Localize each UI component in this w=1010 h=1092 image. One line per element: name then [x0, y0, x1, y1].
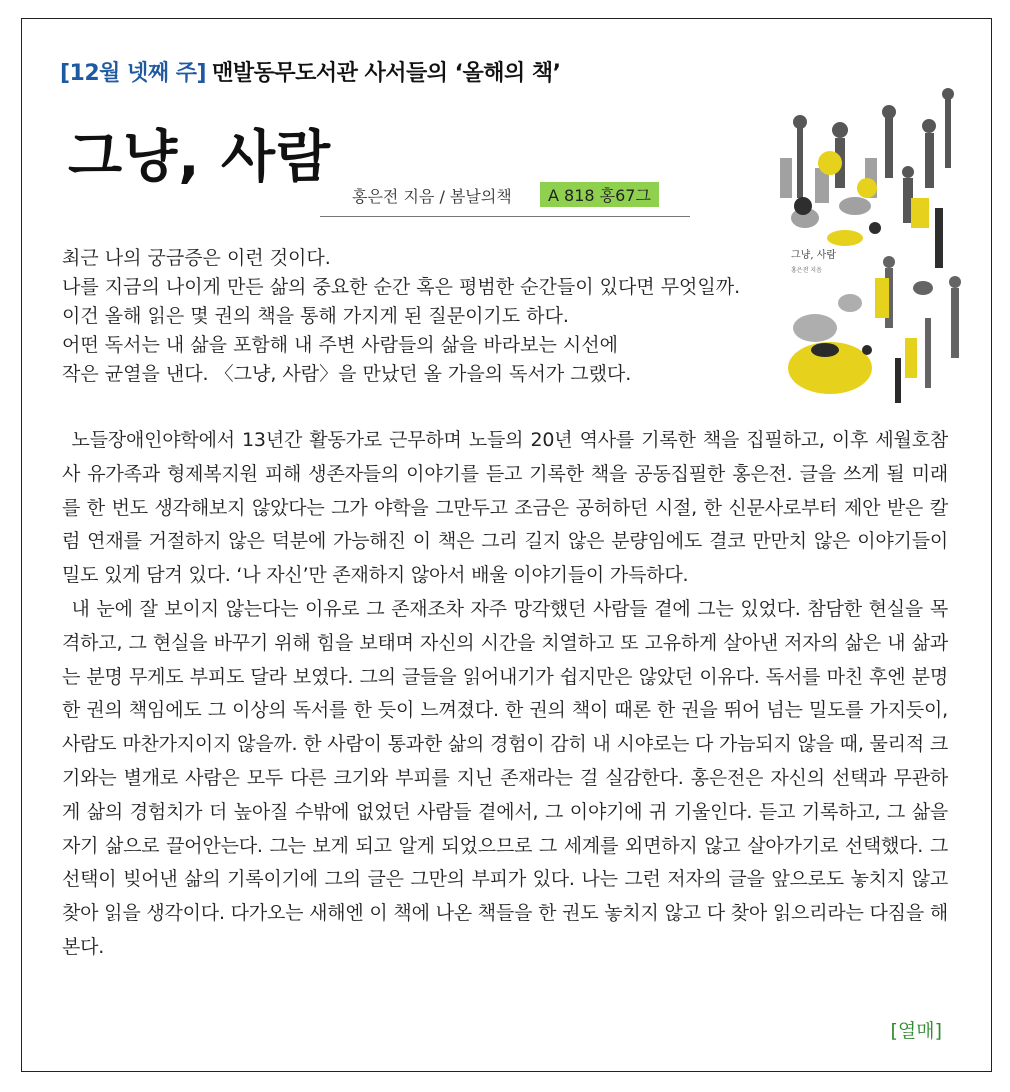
intro-section: [62, 244, 782, 389]
review-paragraph: 내 눈에 잘 보이지 않는다는 이유로 그 존재조차 자주 망각했던 사람들 곁에 그는 있었다. 참담한 현실을 목격하고, 그 현실을 바꾸기 위해 힘을 보태며 자신의 시간을 치열하고 또 고유하게 살아낸 저자의 삶은 내 삶과는 분명 무게도 부피도 달라 보였다. 그의 글들을 읽어내기가 쉽지만은 않았던 이유다. 독서를 마친 후엔 분명 한 권의 책임에도 그 이상의 독서를 한 듯이 느껴졌다. 한 권의 책이 때론 한 권을 뛰어 넘는 밀도를 가지듯이, 사람도 마찬가지이지 않을까. 한 사람이 통과한 삶의 경험이 감히 내 시야로는 다 가늠되지 않을 때, 물리적 크기와는 별개로 사람은 모두 다른 크기와 부피를 지닌 존재라는 걸 실감한다. 홍은전은 자신의 선택과 무관하게 삶의 경험치가 더 높아질 수밖에 없었던 사람들 곁에서, 그 이야기에 귀 기울인다. 듣고 기록하고, 그 삶을 자기 삶으로 끌어안는다. 그는 보게 되고 알게 되었으므로 그 세계를 외면하지 않고 살아가기로 선택했다. 그 선택이 빚어낸 삶의 기록이기에 그의 글은 그만의 부피가 있다. 나는 그런 저자의 글을 앞으로도 놓치지 않고 찾아 읽을 생각이다. 다가오는 새해엔 이 책에 나온 책들을 한 권도 놓치지 않고 다 찾아 읽으리라는 다짐을 해본다.: [62, 597, 948, 958]
book-cover-illustration: [775, 88, 967, 406]
author-publisher: 홍은전 지음 / 봄날의책: [352, 187, 512, 206]
review-body: [62, 424, 948, 965]
intro-line: 나를 지금의 나이게 만든 삶의 중요한 순간 혹은 평범한 순간들이 있다면 무엇일까.: [62, 276, 741, 298]
intro-line: 어떤 독서는 내 삶을 포함해 내 주변 사람들의 삶을 바라보는 시선에: [62, 334, 618, 356]
call-number-badge: A 818 홍67그: [540, 182, 659, 207]
intro-line: 작은 균열을 낸다. 〈그냥, 사람〉을 만났던 올 가을의 독서가 그랬다.: [62, 363, 632, 385]
series-title: 맨발동무도서관 사서들의 ‘올해의 책’: [212, 61, 561, 86]
review-paragraph: 노들장애인야학에서 13년간 활동가로 근무하며 노들의 20년 역사를 기록한 책을 집필하고, 이후 세월호참사 유가족과 형제복지원 피해 생존자들의 이야기를 듣고 기록한 책을 공동집필한 홍은전. 글을 쓰게 될 미래를 한 번도 생각해보지 않았다는 그가 야학을 그만두고 조금은 공허하던 시절, 한 신문사로부터 제안 받은 칼럼 연재를 거절하지 않은 덕분에 가능해진 이 책은 그리 길지 않은 분량임에도 결코 만만치 않은 이야기들이 밀도 있게 담겨 있다. ‘나 자신’만 존재하지 않아서 배울 이야기들이 가득하다.: [62, 429, 948, 587]
title-divider: [320, 216, 690, 217]
cover-author: 홍은전 지음: [791, 267, 822, 274]
intro-line: 이건 올해 읽은 몇 권의 책을 통해 가지게 된 질문이기도 하다.: [62, 305, 569, 327]
week-label: [12월 넷째 주]: [60, 61, 207, 86]
intro-line: 최근 나의 궁금증은 이런 것이다.: [62, 247, 331, 269]
book-title: 그냥, 사람: [68, 125, 332, 190]
cover-title: 그냥, 사람: [791, 250, 836, 261]
reviewer-signature: [열매]: [890, 1020, 942, 1042]
page-header: [60, 56, 561, 87]
